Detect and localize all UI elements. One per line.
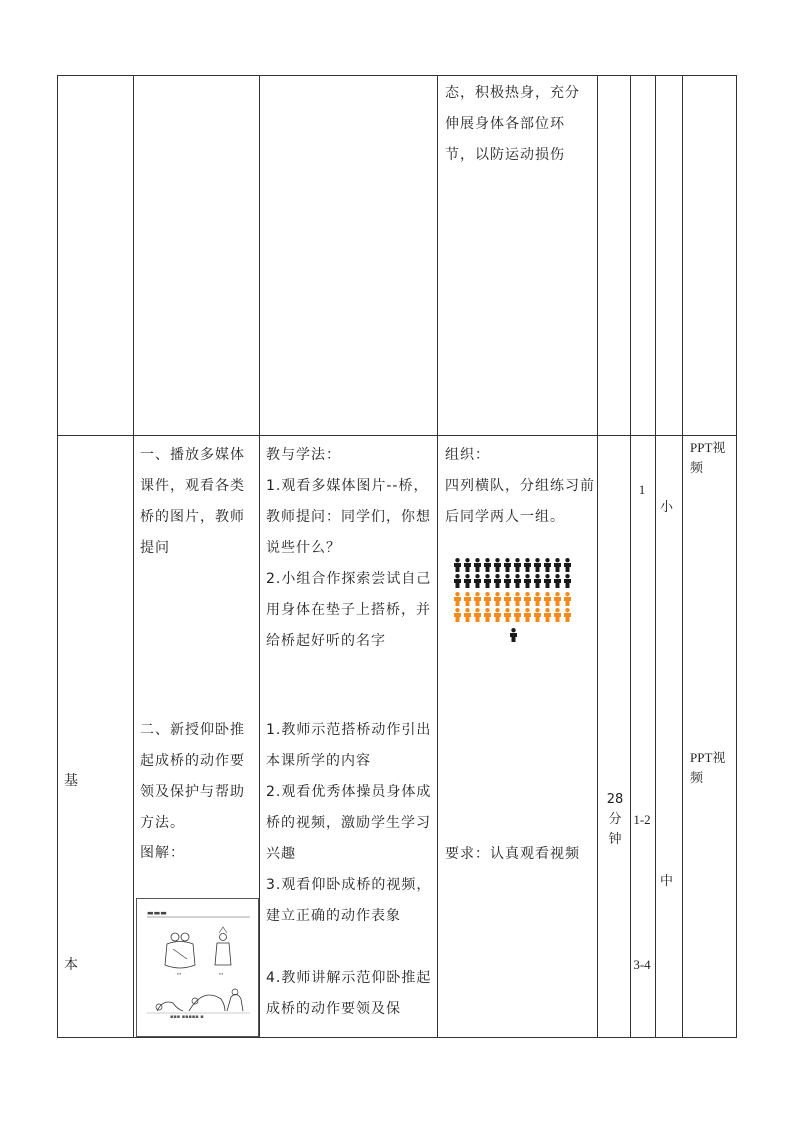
- student-icon: [464, 574, 471, 588]
- row-divider: [57, 435, 737, 436]
- count-1: 1: [638, 482, 646, 497]
- intensity-small: 小: [660, 500, 674, 515]
- formation-diagram: [452, 558, 582, 648]
- student-icon: [484, 574, 491, 588]
- col-line-7: [655, 75, 656, 1038]
- col-line-1: [57, 75, 58, 1038]
- svg-text:▪▪▪: ▪▪▪: [219, 971, 224, 976]
- illustration-caption-mark: ▪▪▪ ▪▪▪▪▪ ▪: [170, 1014, 204, 1020]
- student-icon: [524, 574, 531, 588]
- student-icon: [564, 574, 571, 588]
- student-icon: [504, 592, 511, 606]
- svg-text:▪▪▪: ▪▪▪: [177, 971, 182, 976]
- diagram-label: 图解：: [140, 845, 185, 861]
- student-icon: [484, 558, 491, 572]
- student-icon: [494, 558, 501, 572]
- col-line-6: [630, 75, 631, 1038]
- requirement-text: 要求：认真观看视频: [445, 846, 580, 862]
- student-icon: [454, 608, 461, 622]
- organization-heading: 组织：: [445, 447, 490, 463]
- content-item-1: 一、播放多媒体课件，观看各类桥的图片，教师提问: [140, 447, 245, 556]
- bridge-pose-illustration: [136, 898, 259, 1037]
- student-icon: [534, 558, 541, 572]
- student-icon: [504, 574, 511, 588]
- student-icon: [544, 608, 551, 622]
- student-icon: [514, 574, 521, 588]
- student-icon: [534, 574, 541, 588]
- content-item-2: 二、新授仰卧推起成桥的动作要领及保护与帮助方法。: [140, 722, 245, 831]
- method-1: 1.观看多媒体图片--桥，教师提问：同学们，你想说些什么？: [266, 478, 431, 556]
- col-line-5: [597, 75, 598, 1038]
- student-icon: [474, 574, 481, 588]
- student-icon: [524, 592, 531, 606]
- student-icon: [554, 574, 561, 588]
- student-icon: [494, 608, 501, 622]
- student-icon: [454, 592, 461, 606]
- method-2: 2.小组合作探索尝试自己用身体在垫子上搭桥，并给桥起好听的名字: [266, 571, 432, 649]
- student-icon: [484, 608, 491, 622]
- section-label-ben: 本: [64, 957, 79, 973]
- student-icon: [504, 608, 511, 622]
- student-icon: [474, 558, 481, 572]
- method-4: 2.观看优秀体操员身体成桥的视频，激励学生学习兴趣: [266, 784, 432, 862]
- duration-text: 28分钟: [606, 792, 624, 847]
- student-icon: [454, 558, 461, 572]
- student-icon: [534, 608, 541, 622]
- student-icon: [474, 608, 481, 622]
- intensity-medium: 中: [660, 874, 674, 889]
- student-icon: [494, 574, 501, 588]
- student-icon: [534, 592, 541, 606]
- table-bottom-border: [57, 1037, 737, 1038]
- student-icon: [514, 592, 521, 606]
- student-icon: [514, 558, 521, 572]
- student-icon: [564, 558, 571, 572]
- organization-text: 四列横队，分组练习前后同学两人一组。: [445, 478, 595, 525]
- student-icon: [564, 592, 571, 606]
- media-ppt-video-2: PPT视频: [690, 750, 726, 785]
- student-icon: [494, 592, 501, 606]
- student-icon: [514, 608, 521, 622]
- col-line-9: [736, 75, 737, 1038]
- col-line-3: [259, 75, 260, 1038]
- method-5: 3.观看仰卧成桥的视频，建立正确的动作表象: [266, 877, 432, 924]
- col-line-2: [133, 75, 134, 1038]
- count-2: 1-2: [633, 812, 651, 827]
- col-line-8: [682, 75, 683, 1038]
- warmup-requirement-text: 态，积极热身，充分伸展身体各部位环节，以防运动损伤: [445, 85, 580, 163]
- student-icon: [554, 608, 561, 622]
- col-line-4: [437, 75, 438, 1038]
- student-icon: [504, 558, 511, 572]
- student-icon: [524, 558, 531, 572]
- table-top-border: [57, 75, 737, 76]
- student-icon: [484, 592, 491, 606]
- teacher-icon: [510, 628, 517, 642]
- student-icon: [524, 608, 531, 622]
- method-3: 1.教师示范搭桥动作引出本课所学的内容: [266, 722, 432, 769]
- illustration-title-mark: ▬▬▬: [147, 909, 167, 917]
- media-ppt-video-1: PPT视频: [690, 440, 726, 475]
- student-icon: [464, 558, 471, 572]
- student-icon: [554, 592, 561, 606]
- student-icon: [564, 608, 571, 622]
- student-icon: [554, 558, 561, 572]
- methods-heading: 教与学法：: [266, 447, 341, 463]
- method-6: 4.教师讲解示范仰卧推起成桥的动作要领及保: [266, 970, 432, 1017]
- student-icon: [544, 592, 551, 606]
- section-label-ji: 基: [64, 773, 79, 789]
- student-icon: [544, 558, 551, 572]
- student-icon: [474, 592, 481, 606]
- student-icon: [464, 608, 471, 622]
- count-3: 3-4: [633, 957, 651, 972]
- student-icon: [464, 592, 471, 606]
- student-icon: [454, 574, 461, 588]
- student-icon: [544, 574, 551, 588]
